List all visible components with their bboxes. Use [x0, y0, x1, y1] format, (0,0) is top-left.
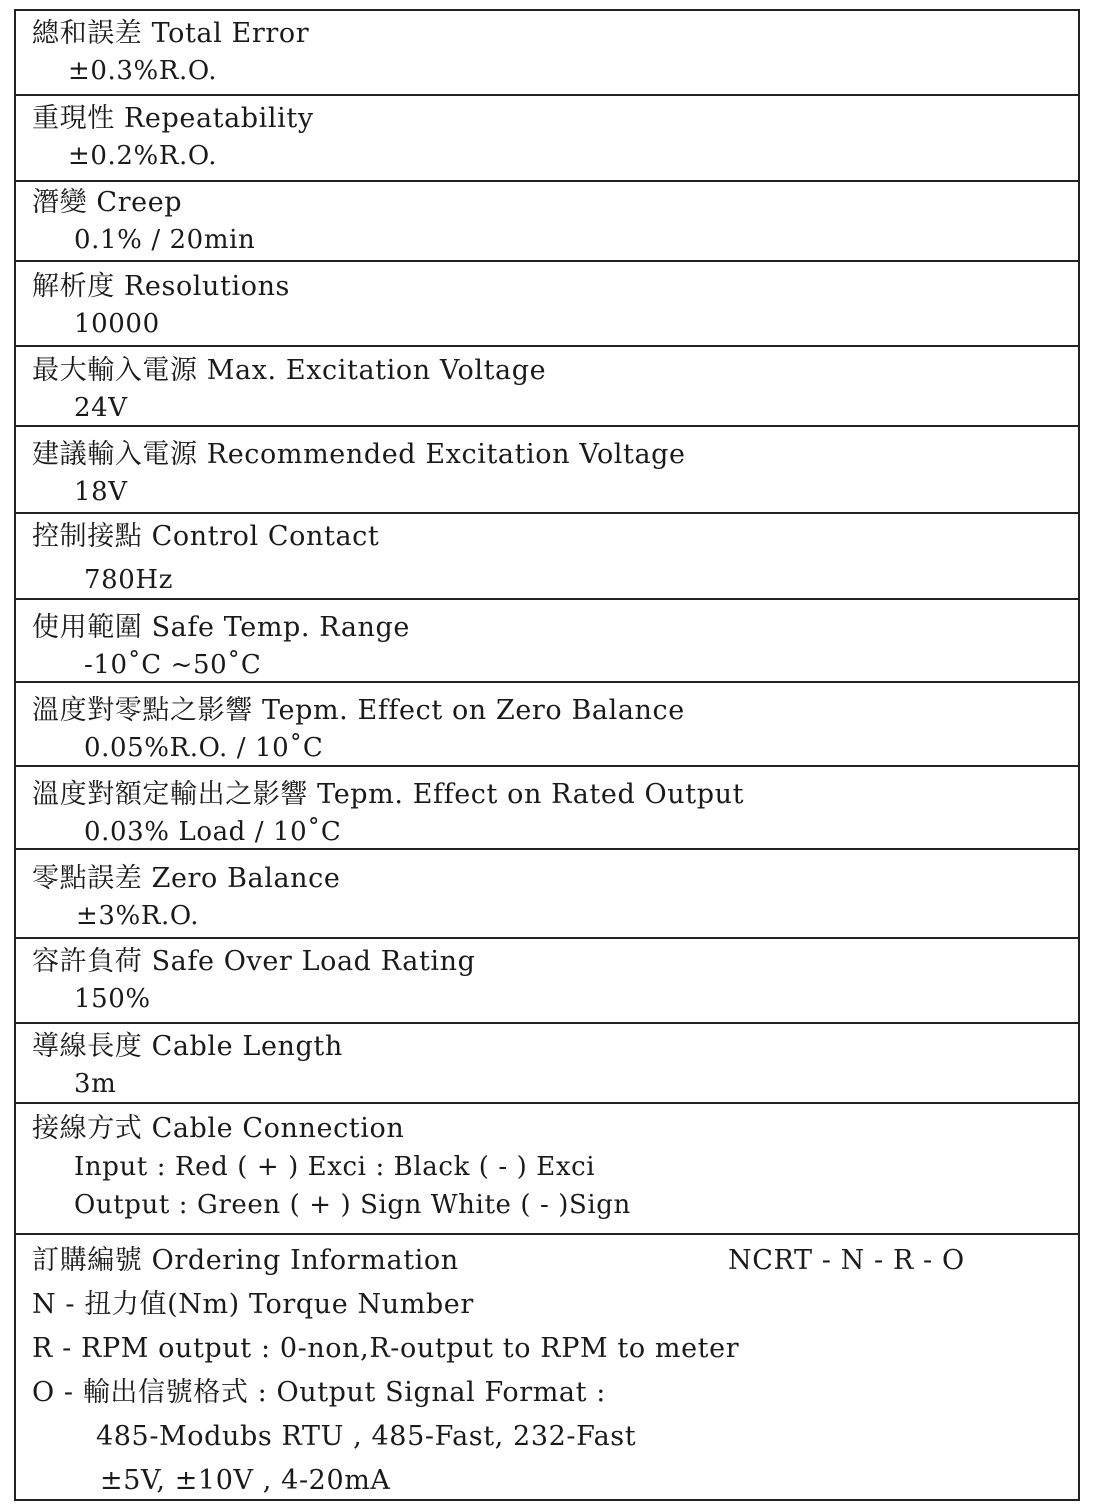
spec-row-creep [16, 180, 1078, 260]
spec-title: 控制接點 Control Contact [32, 521, 380, 552]
spec-value: 0.1% / 20min [74, 225, 256, 255]
spec-title: 建議輸入電源 Recommended Excitation Voltage [32, 439, 686, 470]
spec-row-safe-over-load [16, 937, 1078, 1022]
cable-connection-title: 接線方式 Cable Connection [32, 1113, 405, 1144]
spec-row-control-contact [16, 512, 1078, 598]
spec-title: 零點誤差 Zero Balance [32, 863, 341, 894]
spec-value: ±0.2%R.O. [68, 141, 218, 171]
cable-connection-row [16, 1102, 1078, 1233]
spec-title: 導線長度 Cable Length [32, 1031, 343, 1062]
ordering-n-line: N - 扭力值(Nm) Torque Number [32, 1289, 474, 1320]
ordering-o-options-2: ±5V, ±10V , 4-20mA [100, 1465, 391, 1496]
spec-value: 780Hz [84, 565, 173, 595]
spec-row-repeatability [16, 94, 1078, 180]
spec-value: -10˚C ~50˚C [84, 650, 262, 680]
ordering-info-row [16, 1233, 1078, 1499]
spec-value: ±3%R.O. [76, 901, 200, 931]
cable-input-line: Input : Red ( + ) Exci : Black ( - ) Exci [74, 1152, 596, 1182]
spec-value: 3m [74, 1069, 117, 1099]
spec-value: 150% [74, 984, 151, 1014]
spec-value: 18V [74, 477, 128, 507]
spec-value: 24V [74, 393, 128, 423]
spec-row-temp-effect-output [16, 765, 1078, 848]
ordering-code: NCRT - N - R - O [728, 1245, 965, 1276]
ordering-title: 訂購編號 Ordering Information [32, 1245, 459, 1276]
spec-row-temp-effect-zero [16, 681, 1078, 765]
spec-title: 溫度對零點之影響 Tepm. Effect on Zero Balance [32, 695, 685, 726]
cable-output-line: Output : Green ( + ) Sign White ( - )Sign [74, 1190, 631, 1220]
spec-table [14, 9, 1080, 1501]
spec-title: 潛變 Creep [32, 187, 183, 218]
spec-value: 10000 [74, 309, 160, 339]
spec-row-max-excitation [16, 345, 1078, 425]
spec-title: 重現性 Repeatability [32, 103, 314, 134]
spec-row-recommended-excitation [16, 425, 1078, 512]
spec-title: 最大輸入電源 Max. Excitation Voltage [32, 355, 547, 386]
spec-value: 0.03% Load / 10˚C [84, 817, 342, 847]
ordering-r-line: R - RPM output : 0-non,R-output to RPM to meter [32, 1333, 740, 1364]
ordering-o-options-1: 485-Modubs RTU , 485-Fast, 232-Fast [96, 1421, 637, 1452]
spec-title: 容許負荷 Safe Over Load Rating [32, 946, 476, 977]
spec-title: 總和誤差 Total Error [32, 18, 310, 49]
spec-row-cable-length [16, 1022, 1078, 1102]
spec-row-total-error [16, 11, 1078, 94]
spec-row-resolutions [16, 260, 1078, 345]
spec-title: 解析度 Resolutions [32, 271, 291, 302]
spec-title: 溫度對額定輸出之影響 Tepm. Effect on Rated Output [32, 779, 745, 810]
spec-value: 0.05%R.O. / 10˚C [84, 733, 324, 763]
ordering-o-line: O - 輸出信號格式 : Output Signal Format : [32, 1377, 606, 1408]
spec-title: 使用範圍 Safe Temp. Range [32, 612, 410, 643]
spec-value: ±0.3%R.O. [68, 56, 218, 86]
spec-row-zero-balance [16, 848, 1078, 937]
spec-row-safe-temp-range [16, 598, 1078, 681]
